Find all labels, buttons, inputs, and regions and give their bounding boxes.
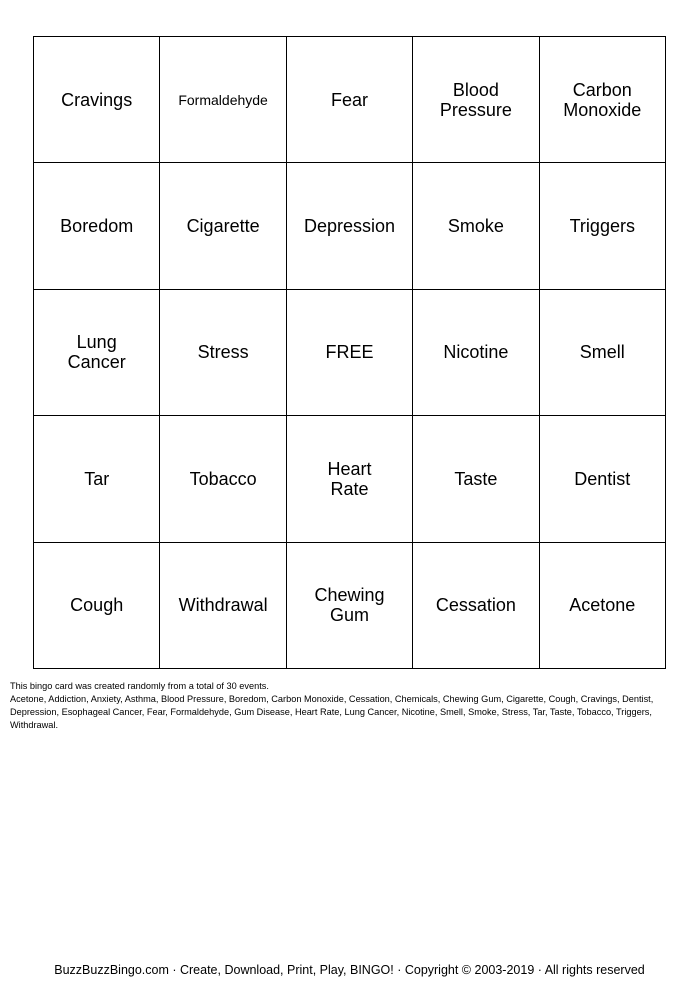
bingo-cell: Carbon Monoxide [540, 37, 666, 163]
bingo-cell: Tobacco [160, 416, 286, 542]
bingo-cell: Boredom [34, 163, 160, 289]
bingo-cell: Smell [540, 290, 666, 416]
bingo-cell: Fear [287, 37, 413, 163]
bingo-cell: Dentist [540, 416, 666, 542]
bingo-cell: Formaldehyde [160, 37, 286, 163]
bingo-cell: Withdrawal [160, 543, 286, 669]
bingo-cell: Cough [34, 543, 160, 669]
notes-event-list: Acetone, Addiction, Anxiety, Asthma, Blood Pressure, Boredom, Carbon Monoxide, Cessation, Chemicals, Chewing Gum, Cigarette, Cough, Cravings, Dentist, Depression, Esophageal Cancer, Fear, Formaldehyde, Gum Disease, Heart Rate, Lung Cancer, Nicotine, Smell, Smoke, Stress, Tar, Taste, Tobacco, Triggers, Withdrawal. [10, 694, 654, 730]
bingo-cell: Smoke [413, 163, 539, 289]
bingo-cell: Taste [413, 416, 539, 542]
bingo-cell: FREE [287, 290, 413, 416]
page-footer: BuzzBuzzBingo.com · Create, Download, Print, Play, BINGO! · Copyright © 2003-2019 · All rights reserved [54, 963, 645, 977]
bingo-cell: Lung Cancer [34, 290, 160, 416]
bingo-card [33, 36, 666, 669]
bingo-cell: Blood Pressure [413, 37, 539, 163]
bingo-cell: Nicotine [413, 290, 539, 416]
bingo-cell: Cessation [413, 543, 539, 669]
card-notes [10, 680, 690, 732]
notes-intro: This bingo card was created randomly from a total of 30 events. [10, 681, 269, 691]
bingo-cell: Acetone [540, 543, 666, 669]
bingo-cell: Triggers [540, 163, 666, 289]
bingo-cell: Cravings [34, 37, 160, 163]
bingo-cell: Depression [287, 163, 413, 289]
bingo-cell: Cigarette [160, 163, 286, 289]
bingo-cell: Heart Rate [287, 416, 413, 542]
bingo-cell: Stress [160, 290, 286, 416]
bingo-cell: Tar [34, 416, 160, 542]
bingo-cell: Chewing Gum [287, 543, 413, 669]
